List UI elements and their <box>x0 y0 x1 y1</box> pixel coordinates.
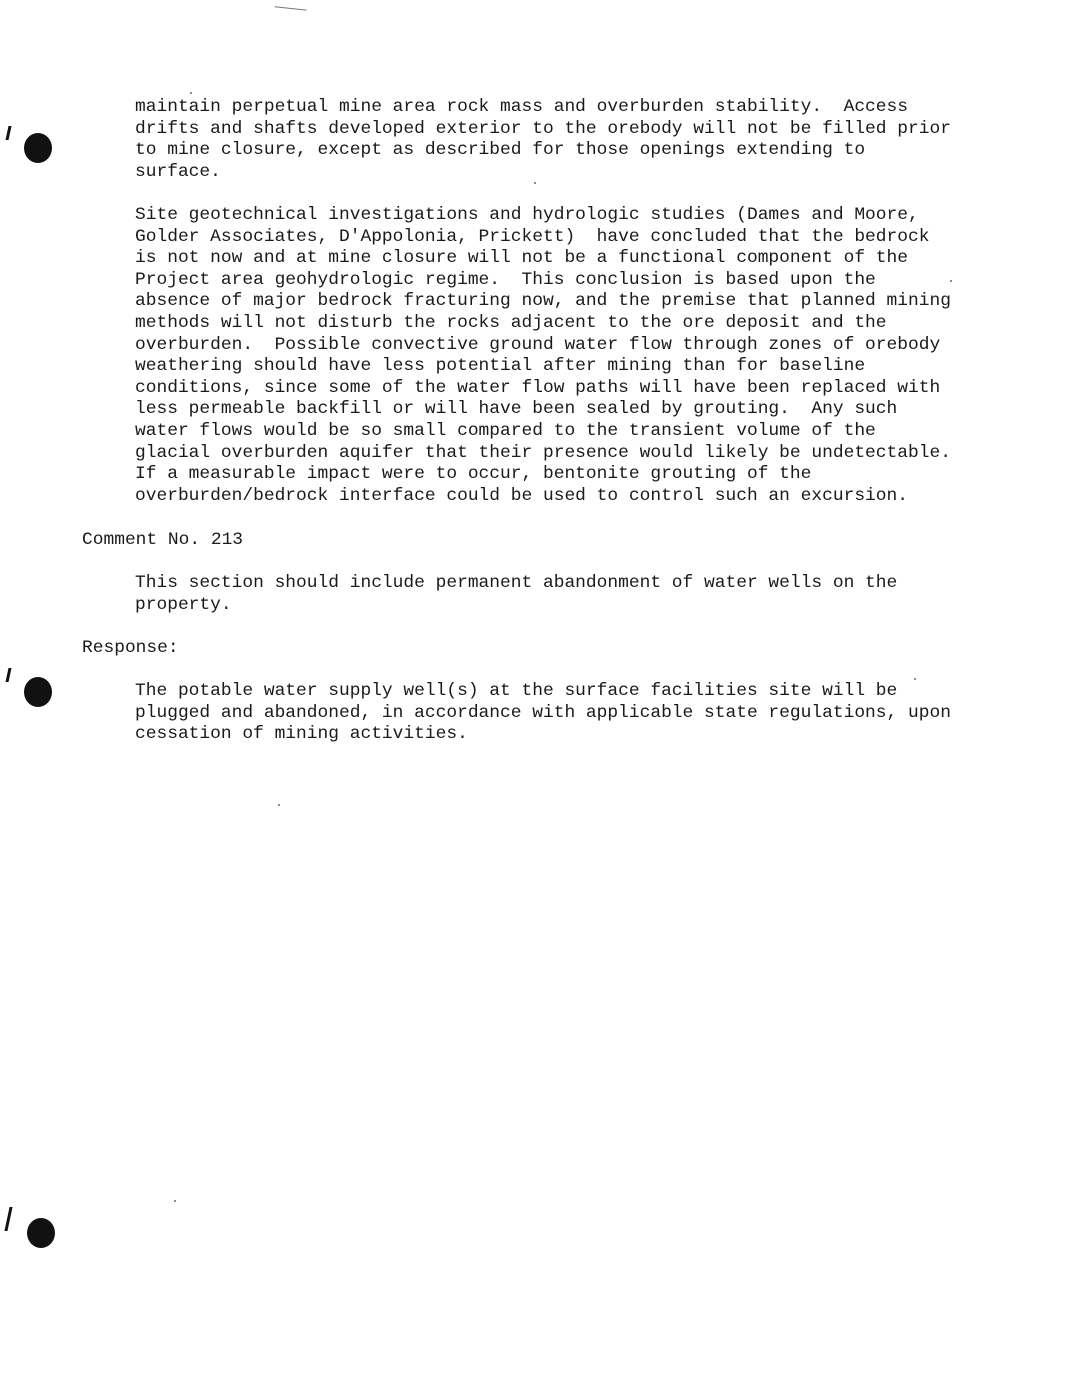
text-line: conditions, since some of the water flow paths will have been replaced with <box>135 377 941 398</box>
punch-hole-tick-bottom <box>4 1207 12 1231</box>
text-line: This section should include permanent abandonment of water wells on the <box>135 573 898 593</box>
punch-hole-bottom <box>27 1218 55 1248</box>
text-line: is not now and at mine closure will not be a functional component of the <box>135 248 909 269</box>
paragraph-geotechnical-investigations <box>135 205 965 507</box>
scan-speck <box>174 1200 176 1202</box>
text-line: absence of major bedrock fracturing now, and the premise that planned mining <box>135 291 951 312</box>
punch-hole-top <box>24 133 52 163</box>
scan-speck <box>914 678 916 680</box>
text-line: plugged and abandoned, in accordance with applicable state regulations, upon <box>135 702 951 723</box>
scan-mark <box>275 0 308 11</box>
punch-hole-tick-middle <box>6 668 12 682</box>
text-line: Project area geohydrologic regime. This conclusion is based upon the <box>135 269 876 290</box>
scan-speck <box>278 804 280 806</box>
text-line: property. <box>135 594 232 615</box>
scan-speck <box>190 92 192 94</box>
text-line: The potable water supply well(s) at the surface facilities site will be <box>135 681 898 701</box>
comment-heading: Comment No. 213 <box>82 530 244 550</box>
text-line: weathering should have less potential after mining than for baseline <box>135 356 866 377</box>
text-line: overburden/bedrock interface could be used to control such an excursion. <box>135 485 909 506</box>
text-line: water flows would be so small compared to the transient volume of the <box>135 420 876 441</box>
response-text <box>135 681 965 746</box>
text-line: overburden. Possible convective ground water flow through zones of orebody <box>135 334 941 355</box>
text-line: less permeable backfill or will have been sealed by grouting. Any such <box>135 399 898 420</box>
text-line: Site geotechnical investigations and hydrologic studies (Dames and Moore, <box>135 205 919 225</box>
text-line: methods will not disturb the rocks adjacent to the ore deposit and the <box>135 312 887 333</box>
response-heading: Response: <box>82 638 179 658</box>
text-line: cessation of mining activities. <box>135 724 468 745</box>
text-line: maintain perpetual mine area rock mass and overburden stability. Access <box>135 97 909 117</box>
text-line: Golder Associates, D'Appolonia, Prickett) have concluded that the bedrock <box>135 226 930 247</box>
text-line: to mine closure, except as described for those openings extending to <box>135 140 866 161</box>
paragraph-mine-stability <box>135 97 965 183</box>
punch-hole-tick-top <box>6 126 12 140</box>
text-line: glacial overburden aquifer that their presence would likely be undetectable. <box>135 442 951 463</box>
text-line: drifts and shafts developed exterior to the orebody will not be filled prior <box>135 118 951 139</box>
text-line: surface. <box>135 161 221 182</box>
text-line: If a measurable impact were to occur, bentonite grouting of the <box>135 464 812 485</box>
comment-text <box>135 573 965 616</box>
punch-hole-middle <box>24 677 52 707</box>
